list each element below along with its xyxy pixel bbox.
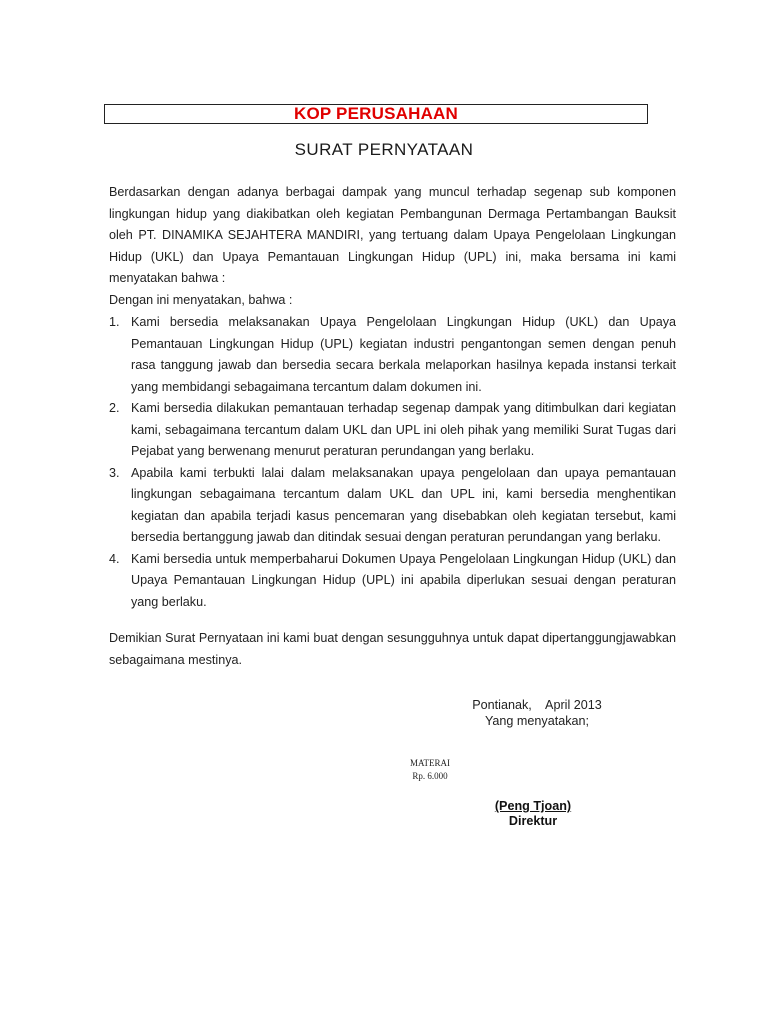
statement-number: 3. <box>109 465 120 480</box>
signer-role-line: Yang menyatakan; <box>484 714 590 728</box>
statement-text: Kami bersedia untuk memperbaharui Dokumen Upaya Pengelolaan Lingkungan Hidup (UKL) dan Upaya Pemantauan Lingkungan Hidup (UPL) ini apabila diperlukan sesuai dengan peraturan yang berlaku. <box>131 551 676 609</box>
statement-lead: Dengan ini menyatakan, bahwa : <box>109 293 293 307</box>
statement-number: 4. <box>109 551 120 566</box>
stamp-value: Rp. 6.000 <box>412 771 448 781</box>
stamp-duty-placeholder <box>380 757 480 783</box>
statement-item <box>109 549 676 614</box>
place-date: Pontianak, April 2013 <box>472 698 602 712</box>
statement-item <box>109 398 676 463</box>
statement-text: Kami bersedia dilakukan pemantauan terhadap segenap dampak yang ditimbulkan dari kegiatan kami, sebagaimana tercantum dalam UKL dan UPL ini oleh pihak yang memiliki Surat Tugas dari Pejabat yang berwenang menurut peraturan perundangan yang berlaku. <box>131 401 676 458</box>
intro-paragraph: Berdasarkan dengan adanya berbagai dampak yang muncul terhadap segenap sub komponen lingkungan hidup yang diakibatkan oleh kegiatan Pembangunan Dermaga Pertambangan Bauksit oleh PT. DINAMIKA SEJAHTERA MANDIRI, yang tertuang dalam Upaya Pengelolaan Lingkungan Hidup (UKL) dan Upaya Pemantauan Lingkungan Hidup (UPL) ini, maka bersama ini kami menyatakan bahwa : <box>109 185 676 285</box>
closing-paragraph: Demikian Surat Pernyataan ini kami buat dengan sesungguhnya untuk dapat dipertanggungjawabkan sebagaimana mestinya. <box>109 631 676 667</box>
signer-name: (Peng Tjoan) <box>494 799 572 813</box>
statement-list <box>109 312 676 613</box>
statement-number: 2. <box>109 401 120 415</box>
statement-item <box>109 312 676 398</box>
statement-text: Apabila kami terbukti lalai dalam melaksanakan upaya pengelolaan dan upaya pemantauan lingkungan sebagaimana tercantum dalam UKL dan UPL ini, kami bersedia menghentikan kegiatan dan apabila terjadi kasus pencemaran yang disebabkan oleh kegiatan tersebut, kami bersedia bertanggung jawab dan ditindak sesuai dengan peraturan perundangan yang berlaku. <box>131 465 676 544</box>
letterhead-label: KOP PERUSAHAAN <box>293 104 458 123</box>
statement-item <box>109 463 676 549</box>
statement-text: Kami bersedia melaksanakan Upaya Pengelolaan Lingkungan Hidup (UKL) dan Upaya Pemantauan Lingkungan Hidup (UPL) kegiatan industri pengantongan semen dengan penuh rasa tanggung jawab dan bersedia secara berkala melaporkan hasilnya kepada instansi terkait yang membidangi sebagaimana tercantum dalam dokumen ini. <box>131 315 676 394</box>
signer-position: Direktur <box>508 814 558 828</box>
document-title: SURAT PERNYATAAN <box>294 140 474 159</box>
statement-number: 1. <box>109 315 120 329</box>
letterhead-box <box>104 104 648 124</box>
stamp-label: MATERAI <box>410 758 450 768</box>
